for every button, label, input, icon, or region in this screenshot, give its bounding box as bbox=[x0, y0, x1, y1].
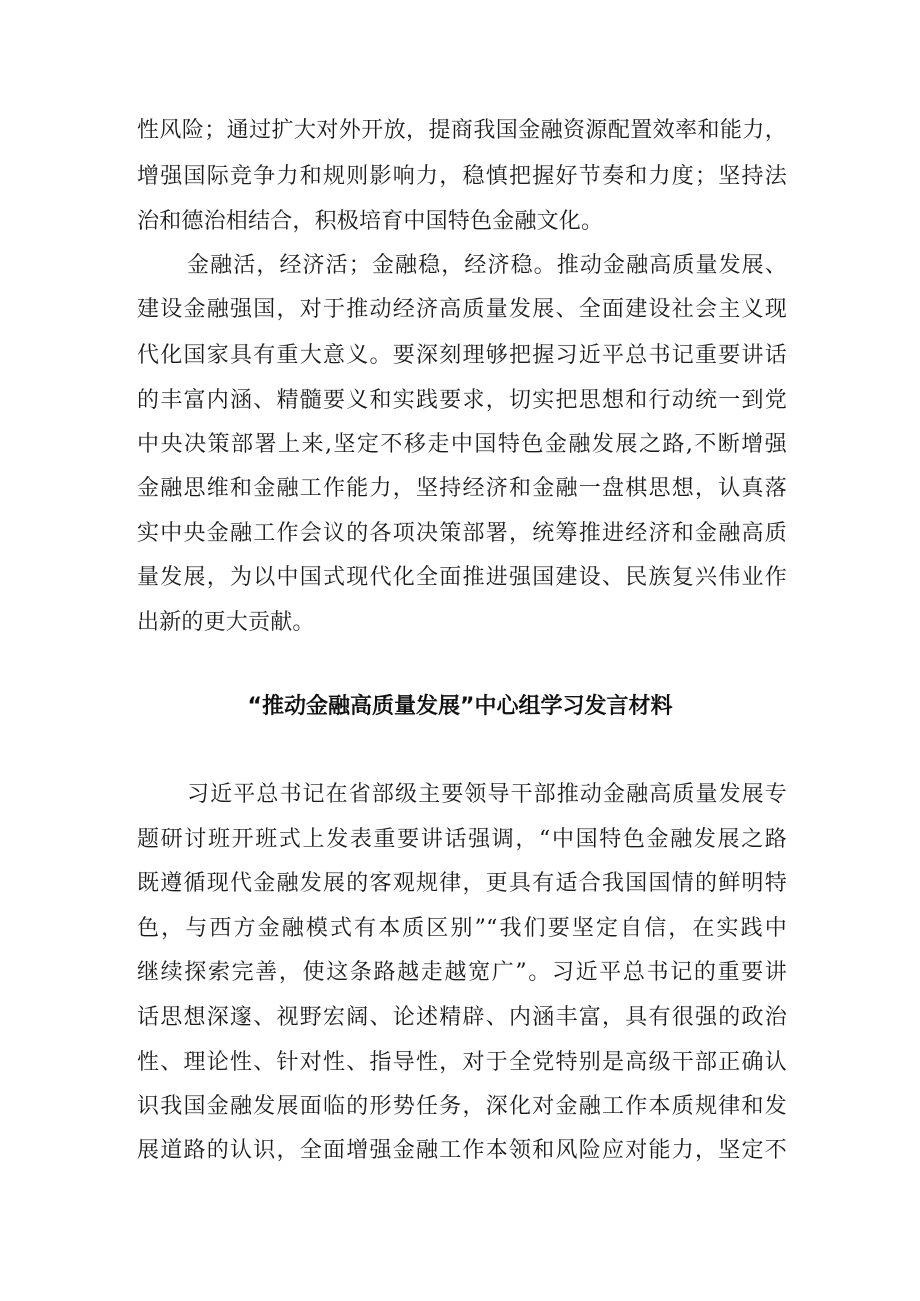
paragraph-line: 量发展，为以中国式现代化全面推进强国建设、民族复兴伟业作 bbox=[137, 565, 787, 590]
paragraph-line: 金融活，经济活；金融稳，经济稳。推动金融高质量发展、 bbox=[187, 253, 787, 278]
paragraph-line: 性风险；通过扩大对外开放，提商我国金融资源配置效率和能力， bbox=[137, 118, 787, 143]
paragraph-line: 展道路的认识，全面增强金融工作本领和风险应对能力，坚定不 bbox=[137, 1138, 787, 1163]
paragraph-line: 题研讨班开班式上发表重要讲话强调，“中国特色金融发展之路 bbox=[137, 827, 787, 852]
paragraph-line: 出新的更大贡献。 bbox=[137, 610, 315, 635]
paragraph-line: 实中央金融工作会议的各项决策部署，统筹推进经济和金融高质 bbox=[137, 521, 787, 546]
paragraph-line: 识我国金融发展面临的形势任务，深化对金融工作本质规律和发 bbox=[137, 1094, 787, 1119]
paragraph-line: 既遵循现代金融发展的客观规律，更具有适合我国国情的鲜明特 bbox=[137, 871, 787, 896]
paragraph-line: 代化国家具有重大意义。要深刻理够把握习近平总书记重要讲话 bbox=[137, 343, 787, 368]
paragraph-line: 金融思维和金融工作能力，坚持经济和金融一盘棋思想，认真落 bbox=[137, 476, 787, 501]
paragraph-line: 治和德治相结合，积极培育中国特色金融文化。 bbox=[137, 209, 604, 234]
paragraph-line: 建设金融强国，对于推动经济高质量发展、全面建设社会主义现 bbox=[137, 297, 787, 322]
paragraph-line: 性、理论性、针对性、指导性，对于全党特别是高级干部正确认 bbox=[137, 1050, 787, 1075]
paragraph-line: 中央决策部署上来,坚定不移走中国特色金融发展之路,不断增强 bbox=[137, 432, 787, 457]
paragraph-line: 的丰富内涵、精髓要义和实践要求，切实把思想和行动统一到党 bbox=[137, 388, 787, 413]
paragraph-line: 习近平总书记在省部级主要领导干部推动金融高质量发展专 bbox=[187, 782, 787, 807]
paragraph-line: 话思想深邃、视野宏阔、论述精辟、内涵丰富，具有很强的政治 bbox=[137, 1005, 787, 1030]
paragraph-line: 增强国际竞争力和规则影响力，稳慎把握好节奏和力度；坚持法 bbox=[137, 164, 787, 189]
paragraph-line: 色，与西方金融模式有本质区别”“我们要坚定自信，在实践中 bbox=[137, 916, 787, 941]
section-heading: “推动金融高质量发展”中心组学习发言材料 bbox=[247, 694, 673, 719]
paragraph-line: 继续探索完善，使这条路越走越宽广”。习近平总书记的重要讲 bbox=[137, 960, 787, 985]
